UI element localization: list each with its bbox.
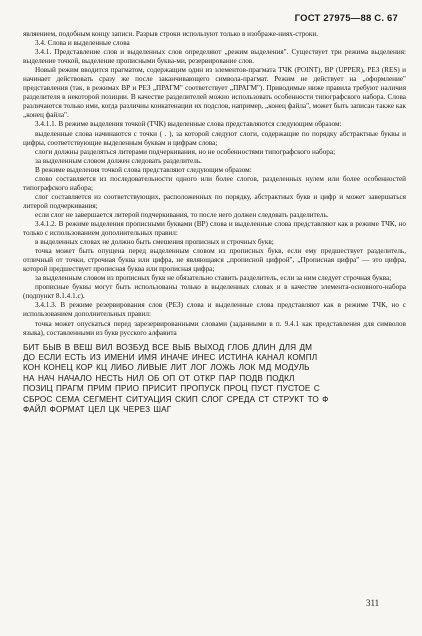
paragraph: в выделенных словах не должно быть смешения прописных и строчных букв; <box>35 238 274 247</box>
section-heading: 3.4. Слова и выделенные слова <box>35 39 130 48</box>
paragraph: 3.4.1.2. В режиме выделения прописными буквами (ВР) слова и выделенные слова представляют как в режиме ТЧК, но только с использованием дополнительных правил: <box>23 219 406 238</box>
paragraph: выделенные слова начинаются с точки ( . ), за которой следуют слоги, содержащие по порядку абстрактные буквы и цифры, соответствующие выделенным буквам и цифрам слова; <box>23 129 406 147</box>
paragraph: 3.4.1. Представление слов и выделенных слов определяют „режим выделения". Существует три режима выделения: выделение точкой, выделение прописными буква-ми, резервирование слов. <box>23 48 406 66</box>
paragraph: В режиме выделения точкой слова представляют следующим образом: <box>35 165 252 174</box>
reserved-words-line: КОН КОНЕЦ КОР КЦ ЛИБО ЛИВЫЕ ЛИТ ЛОГ ЛОЖЬ ЛОК МД МОДУЛЬ <box>23 363 310 373</box>
reserved-words-list <box>23 343 406 416</box>
paragraph: за выделенным словом из прописных букв не обязательно ставить разделитель, если за ним следует строчная буква; <box>35 274 392 283</box>
paragraph: если слог не завершается литерой подчеркивания, то после него должен следовать разделитель. <box>35 210 329 219</box>
reserved-words-line: ПОЗИЦ ПРАГМ ПРИМ ПРИО ПРИСИТ ПРОПУСК ПРОЦ ПУСТ ПУСТОЕ С <box>23 384 320 394</box>
reserved-words-line: ДО ЕСЛИ ЕСТЬ ИЗ ИМЕНИ ИМЯ ИНАЧЕ ИНЕС ИСТИНА КАНАЛ КОМПЛ <box>23 353 318 362</box>
paragraph: 3.4.1.3. В режиме резервирования слов (РЕЗ) слова и выделенные слова представляют как в режиме ТЧК, но с использованием дополнительных правил: <box>23 301 406 319</box>
reserved-words-line: БИТ БЫВ В ВЕШ ВИЛ ВОЗБУД ВСЕ ВЫБ ВЫХОД ГЛОБ ДЛИН ДЛЯ ДМ <box>23 342 313 352</box>
paragraph: прописные буквы могут быть использованы только в выделенных словах и в качестве элемента-основного-набора (подпункт 8.1.4.1.с). <box>23 283 406 301</box>
paragraph: слово составляется из последовательности одного или более слогов, разделенных нулем или более особенностей типографского набора; <box>23 174 406 192</box>
paragraph: за выделенным словом должен следовать разделитель. <box>35 156 202 165</box>
document-body <box>23 30 406 415</box>
reserved-words-line: СБРОС СЕМА СЕГМЕНТ СИТУАЦИЯ СКИП СЛОГ СРЕДА СТ СТРУКТ ТО Ф <box>23 394 329 404</box>
reserved-words-line: ФАЙЛ ФОРМАТ ЦЕЛ ЦК ЧЕРЕЗ ШАГ <box>23 405 172 415</box>
paragraph: точка может быть опущена перед выделенным словом из прописных букв, если ему предшествует разделитель, отличный от точки, строчная буква или цифра, не являющаяся „прописной цифрой", „Прописная цифра" — это цифра, которой предшествует прописная буква или прописная цифра; <box>23 247 406 274</box>
paragraph: точка может опускаться перед зарезервированными словами (заданными в п. 9.4.1 как представления для символов языка), составленными из букв русского алфавита <box>23 319 406 337</box>
reserved-words-line: НА НАЧ НАЧАЛО НЕСТЬ НИЛ ОБ ОП ОТ ОТКР ПАР ПОДВ ПОДКЛ <box>23 373 295 383</box>
paragraph: Новый режим вводится прагматом, содержащим один из элементов-прагмата ТЧК (POINT), ВР (UPPER), РЕЗ (RES) и начинает действовать сразу же после заканчивающего символа-прагмат. Режим не действует на „оформление" представления (так, в режимах ВР и РЕЗ „ПРАГМ" соответствует „ПРАГМ"). Приводимые ниже правила требуют наличия разделителя в некоторой позиции. В качестве разделителей можно использовать особенности типографского набора. Слова различаются только ими, когда различны конкатенации их подслов, например, „конец файла", может быть записан также как „конец файла". <box>23 66 406 120</box>
paragraph: 3.4.1.1. В режиме выделения точкой (ТЧК) выделенные слова представляются следующим образом: <box>35 120 342 129</box>
paragraph: слоги должны разделяться литерами подчеркивания, но не особенностями типографского набора; <box>35 147 336 156</box>
paragraph: слог составляется из соответствующих, расположенных по порядку, абстрактных букв и цифр и может завершаться литерой подчеркивания; <box>23 192 406 210</box>
page-header: ГОСТ 27975—88 С. 67 <box>294 13 398 24</box>
page-number: 311 <box>366 598 380 608</box>
paragraph: являением, подобным концу записи. Разрыв строки используют только в изображе-ниях-строки. <box>23 30 319 38</box>
